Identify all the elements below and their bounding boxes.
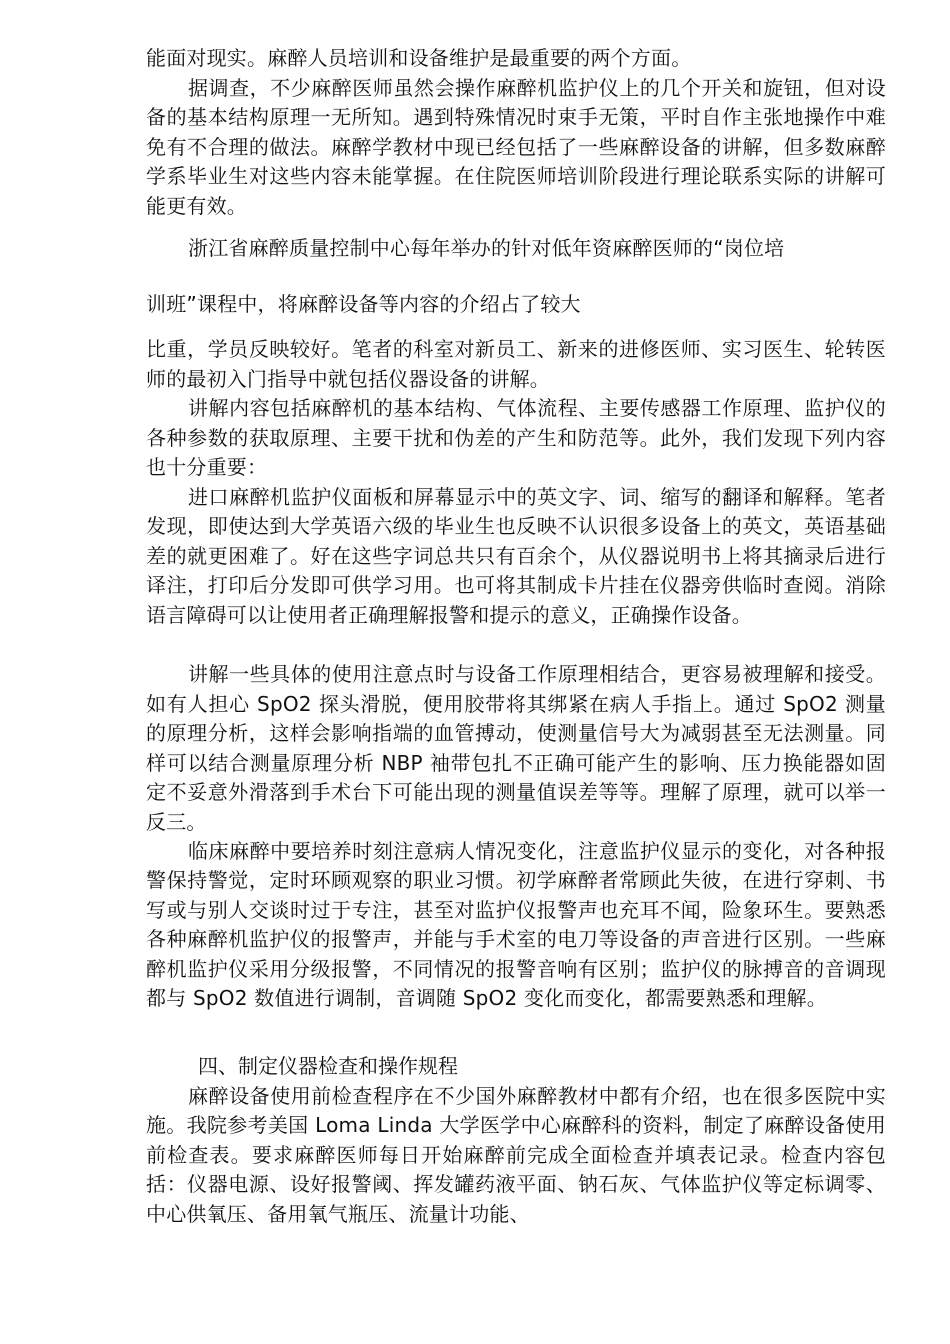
paragraph-lecture-content: 讲解内容包括麻醉机的基本结构、气体流程、主要传感器工作原理、监护仪的各种参数的获取原理、主要干扰和伪差的产生和防范等。此外，我们发现下列内容也十分重要： bbox=[146, 396, 886, 479]
paragraph-principles: 讲解一些具体的使用注意点时与设备工作原理相结合，更容易被理解和接受。如有人担心 SpO2 探头滑脱，便用胶带将其绑紧在病人手指上。通过 SpO2 测量的原理分析，这样会影响指端的血管搏动，使测量信号大为减弱甚至无法测量。同样可以结合测量原理分析 NBP 袖带包扎不正确可能产生的影响、压力换能器如固定不妥意外滑落到手术台下可能出现的测量值误差等等。理解了原理，就可以举一反三。 bbox=[146, 662, 886, 834]
paragraph-intro-continuation: 能面对现实。麻醉人员培训和设备维护是最重要的两个方面。 bbox=[146, 46, 692, 70]
paragraph-alarm-habits: 临床麻醉中要培养时刻注意病人情况变化，注意监护仪显示的变化，对各种报警保持警觉，定时环顾观察的职业习惯。初学麻醉者常顾此失彼，在进行穿刺、书写或与别人交谈时过于专注，甚至对监护仪报警声也充耳不闻，险象环生。要熟悉各种麻醉机监护仪的报警声，并能与手术室的电刀等设备的声音进行区别。一些麻醉机监护仪采用分级报警，不同情况的报警音响有区别；监护仪的脉搏音的音调现都与 SpO2 数值进行调制，音调随 SpO2 变化而变化，都需要熟悉和理解。 bbox=[146, 838, 886, 1010]
paragraph-survey: 据调查，不少麻醉医师虽然会操作麻醉机监护仪上的几个开关和旋钮，但对设备的基本结构原理一无所知。遇到特殊情况时束手无策，平时自作主张地操作中难免有不合理的做法。麻醉学教材中现已经包括了一些麻醉设备的讲解，但多数麻醉学系毕业生对这些内容未能掌握。在住院医师培训阶段进行理论联系实际的讲解可能更有效。 bbox=[146, 75, 886, 218]
paragraph-checklist: 麻醉设备使用前检查程序在不少国外麻醉教材中都有介绍，也在很多医院中实施。我院参考美国 Loma Linda 大学医学中心麻醉科的资料，制定了麻醉设备使用前检查表。要求麻醉医师每日开始麻醉前完成全面检查并填表记录。检查内容包括：仪器电源、设好报警阈、挥发罐药液平面、钠石灰、气体监护仪等定标调零、中心供氧压、备用氧气瓶压、流量计功能、 bbox=[146, 1083, 886, 1226]
section-heading: 四、制定仪器检查和操作规程 bbox=[198, 1054, 458, 1078]
paragraph-training-line-1: 浙江省麻醉质量控制中心每年举办的针对低年资麻醉医师的“岗位培 bbox=[188, 236, 785, 260]
paragraph-training-line-2: 训班”课程中，将麻醉设备等内容的介绍占了较大 bbox=[146, 292, 581, 316]
paragraph-training-continuation: 比重，学员反映较好。笔者的科室对新员工、新来的进修医师、实习医生、轮转医师的最初入门指导中就包括仪器设备的讲解。 bbox=[146, 337, 886, 391]
paragraph-english-terms: 进口麻醉机监护仪面板和屏幕显示中的英文字、词、缩写的翻译和解释。笔者发现，即使达到大学英语六级的毕业生也反映不认识很多设备上的英文，英语基础差的就更困难了。好在这些字词总共只有百余个，从仪器说明书上将其摘录后进行译注，打印后分发即可供学习用。也可将其制成卡片挂在仪器旁供临时查阅。消除语言障碍可以让使用者正确理解报警和提示的意义，正确操作设备。 bbox=[146, 484, 886, 627]
